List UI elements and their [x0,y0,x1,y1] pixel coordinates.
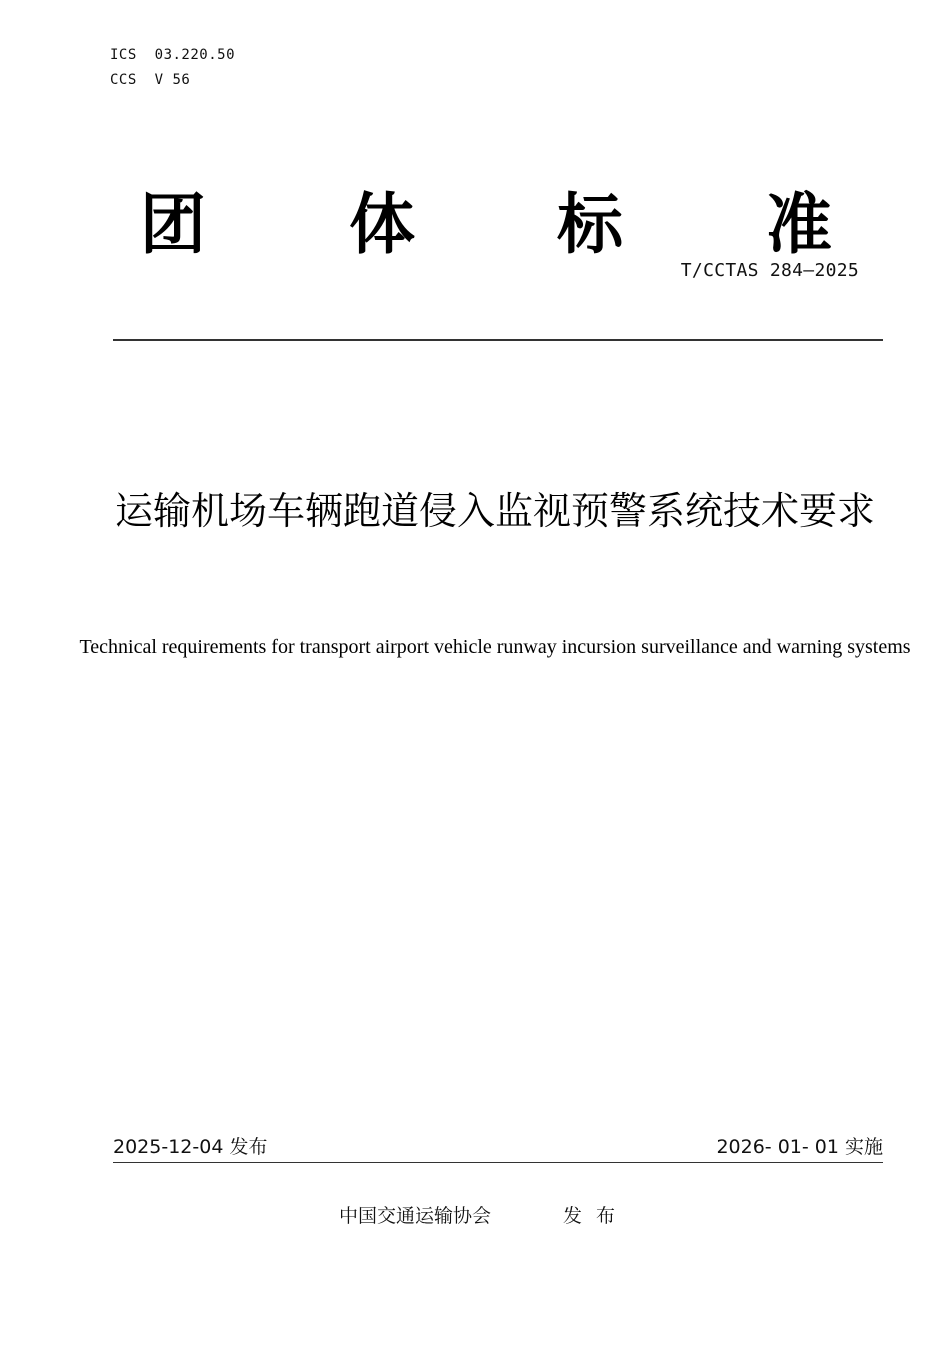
publish-label: 发布 [563,1205,630,1227]
standard-type-char-2: 体 [349,186,415,263]
bottom-divider [113,1162,883,1163]
publisher-name: 中国交通运输协会 [339,1205,492,1227]
chinese-title: 运输机场车辆跑道侵入监视预警系统技术要求 [114,489,875,533]
ccs-code: CCS V 56 [110,72,191,88]
issue-date: 2025-12-04 发布 [113,1136,268,1158]
standard-type-char-3: 标 [557,186,623,263]
top-divider [113,339,883,341]
standard-type-char-1: 团 [140,186,206,263]
standard-number: T/CCTAS 284—2025 [680,260,859,281]
ics-code: ICS 03.220.50 [110,47,236,63]
english-title: Technical requirements for transport airport vehicle runway incursion surveillance and warning systems [79,636,911,658]
implementation-date: 2026- 01- 01 实施 [716,1136,883,1158]
standard-type-char-4: 准 [766,186,832,263]
